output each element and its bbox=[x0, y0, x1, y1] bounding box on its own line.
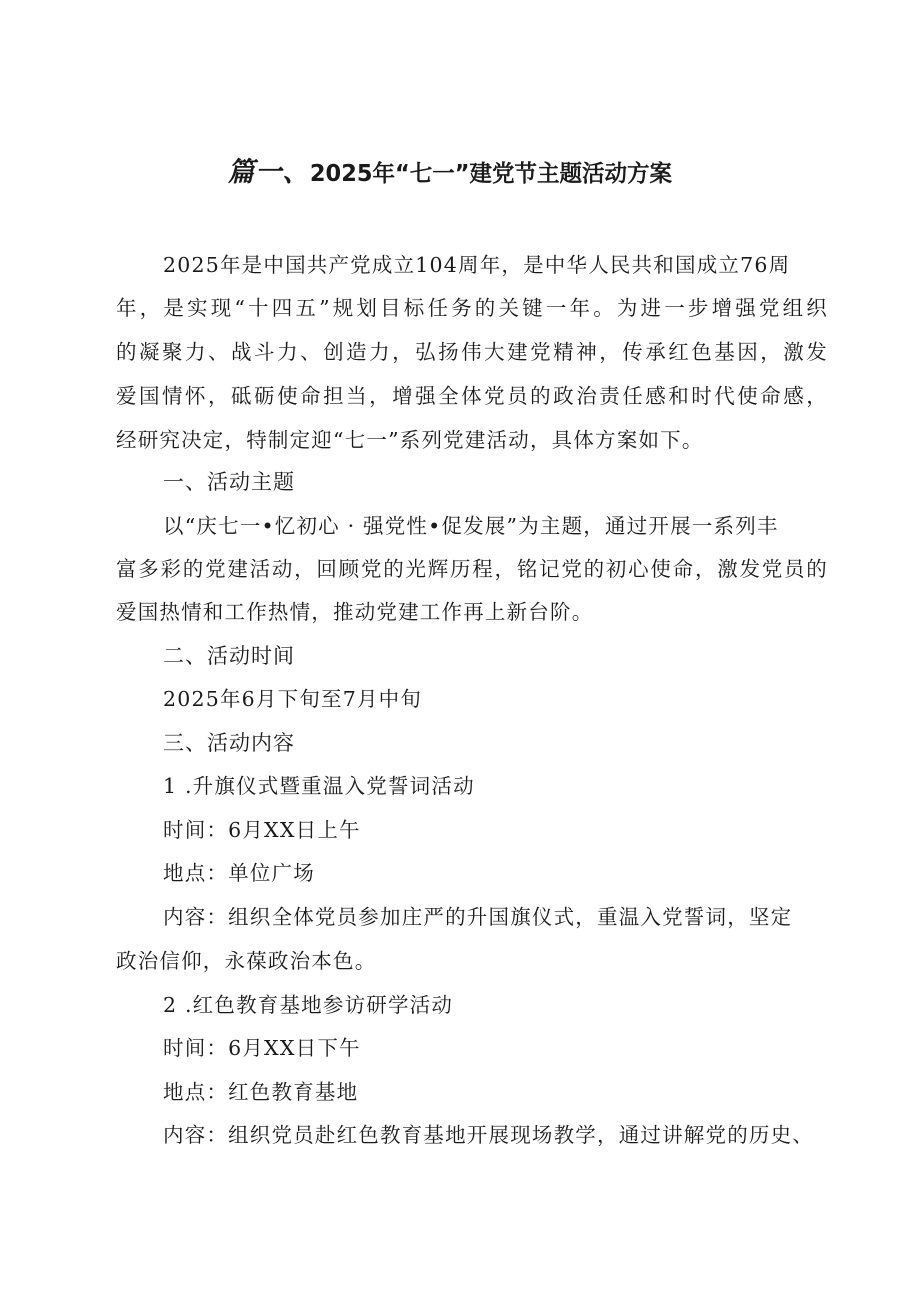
title-main: 2025年“七一”建党节主题活动方案 bbox=[309, 161, 673, 187]
intro-line-2: 年，是实现“十四五”规划目标任务的关键一年。为进一步增强党组织 bbox=[116, 296, 828, 320]
activity-period: 2025年6月下旬至7月中旬 bbox=[163, 687, 423, 711]
section-heading-content: 三、活动内容 bbox=[163, 731, 295, 755]
section-heading-time: 二、活动时间 bbox=[163, 644, 295, 668]
theme-line-2: 富多彩的党建活动，回顾党的光辉历程，铭记党的初心使命，激发党员的 bbox=[116, 557, 828, 581]
item2-content-line-1: 内容：组织党员赴红色教育基地开展现场教学，通过讲解党的历史、 bbox=[163, 1123, 814, 1147]
intro-line-4: 爱国情怀，砥砺使命担当，增强全体党员的政治责任感和时代使命感， bbox=[116, 384, 828, 408]
item1-title: 1 .升旗仪式暨重温入党誓词活动 bbox=[163, 774, 475, 798]
item2-title: 2 .红色教育基地参访研学活动 bbox=[163, 993, 454, 1017]
intro-line-1: 2025年是中国共产党成立104周年，是中华人民共和国成立76周 bbox=[163, 253, 791, 277]
item1-content-line-1: 内容：组织全体党员参加庄严的升国旗仪式，重温入党誓词，坚定 bbox=[163, 905, 793, 929]
section-heading-theme: 一、活动主题 bbox=[163, 470, 295, 494]
intro-line-3: 的凝聚力、战斗力、创造力，弘扬伟大建党精神，传承红色基因，激发 bbox=[116, 340, 828, 364]
item2-place: 地点：红色教育基地 bbox=[163, 1080, 359, 1104]
document-title bbox=[0, 150, 900, 189]
theme-line-3: 爱国热情和工作热情，推动党建工作再上新台阶。 bbox=[116, 600, 594, 624]
intro-line-5: 经研究决定，特制定迎“七一”系列党建活动，具体方案如下。 bbox=[116, 428, 704, 452]
title-prefix: 篇一、 bbox=[227, 157, 310, 188]
item1-content-line-2: 政治信仰，永葆政治本色。 bbox=[116, 949, 377, 973]
item2-time: 时间：6月XX日下午 bbox=[163, 1036, 361, 1060]
item1-place: 地点：单位广场 bbox=[163, 861, 315, 885]
item1-time: 时间：6月XX日上午 bbox=[163, 818, 361, 842]
theme-line-1: 以“庆七一•忆初心 · 强党性•促发展”为主题，通过开展一系列丰 bbox=[163, 514, 779, 538]
